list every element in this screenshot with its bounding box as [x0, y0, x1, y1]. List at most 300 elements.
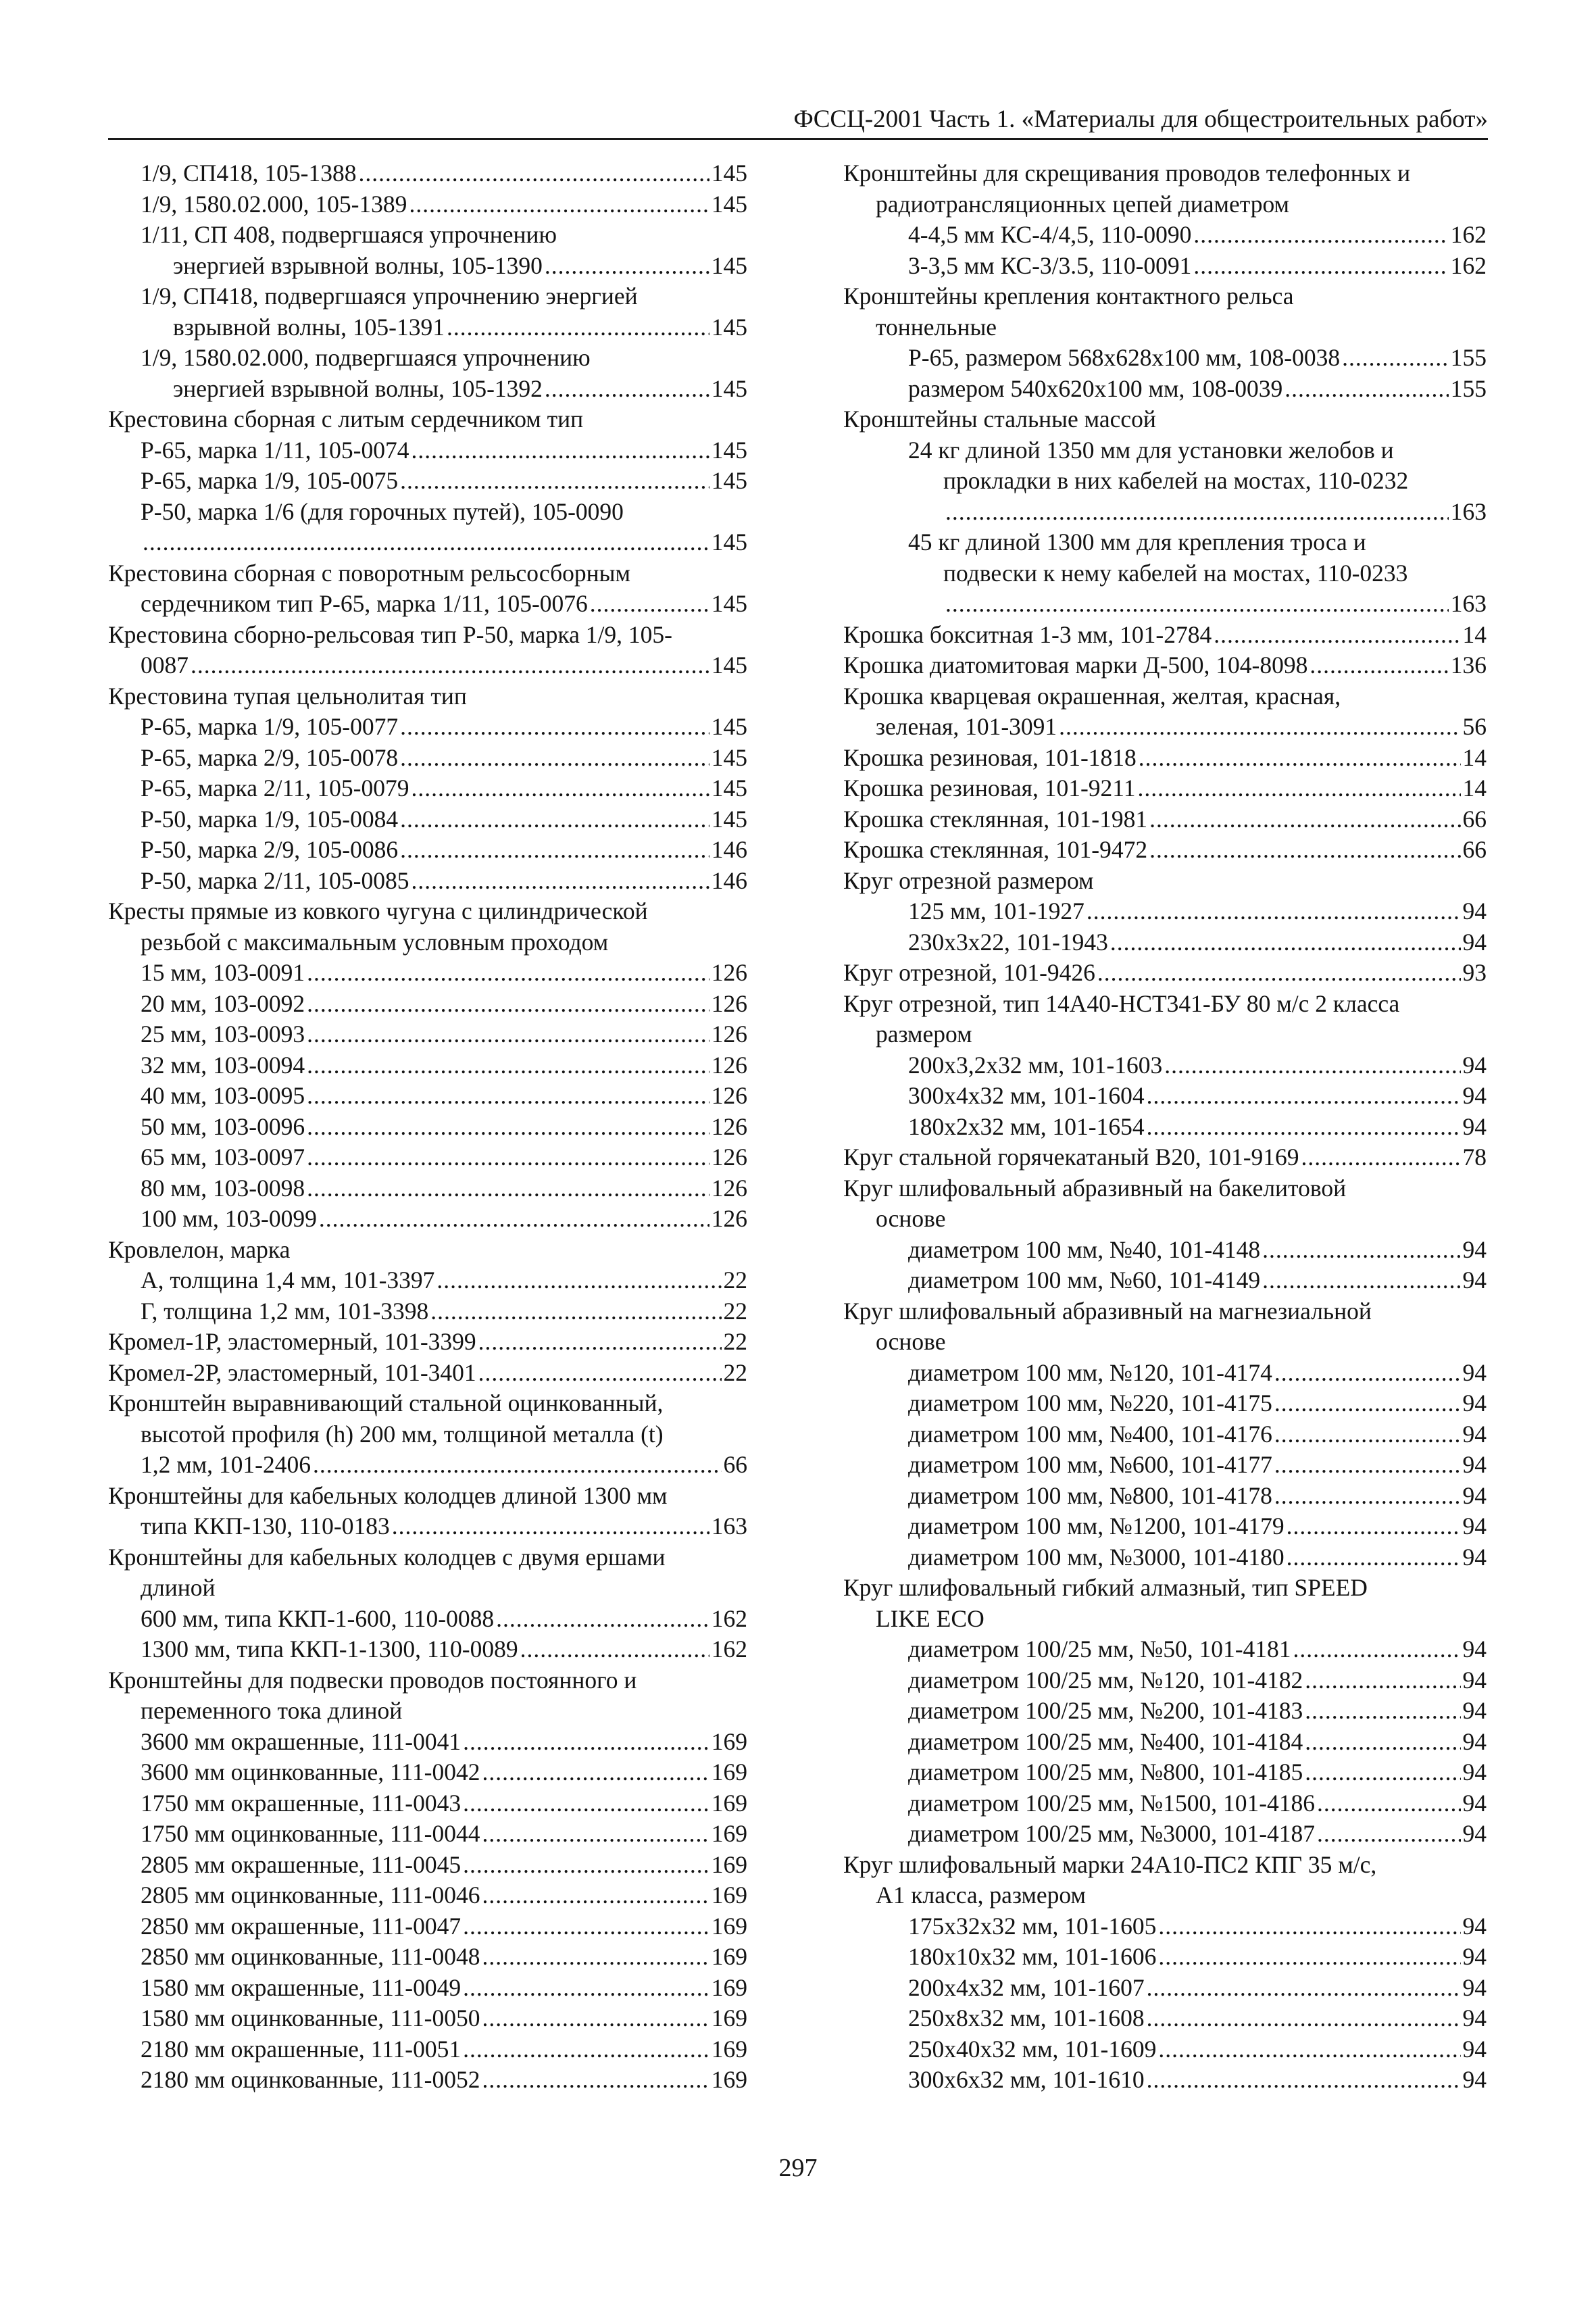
index-entry-line	[108, 1942, 747, 1973]
index-entry-line	[108, 1973, 747, 2004]
dot-leader	[463, 1973, 709, 2004]
index-entry-line	[108, 558, 747, 589]
entry-text: 200х3,2х32 мм, 101-1603	[908, 1051, 1163, 1079]
dot-leader	[400, 743, 709, 774]
dot-leader	[1262, 1265, 1460, 1296]
entry-page-number: 94	[1462, 2004, 1487, 2032]
entry-page-number: 94	[1462, 1543, 1487, 1571]
index-entry-line	[843, 2003, 1487, 2034]
entry-text: Круг шлифовальный абразивный на магнезиальной	[843, 1297, 1372, 1325]
dot-leader	[1274, 1450, 1461, 1481]
index-column-right	[843, 158, 1487, 2096]
dot-leader	[430, 1296, 721, 1327]
entry-text: 600 мм, типа ККП-1-600, 110-0088	[141, 1604, 495, 1632]
entry-text: Круг шлифовальный гибкий алмазный, тип SPEED	[843, 1574, 1368, 1601]
dot-leader	[1149, 804, 1460, 835]
entry-page-number: 145	[711, 190, 747, 218]
index-entry-line	[843, 1081, 1487, 1112]
index-entry-line	[108, 712, 747, 743]
index-entry-line	[843, 1327, 1487, 1358]
entry-text: Кронштейны для кабельных колодцев длиной 1300 мм	[108, 1481, 668, 1509]
entry-text: Круг шлифовальный абразивный на бакелитовой	[843, 1174, 1347, 1202]
dot-leader	[463, 2034, 709, 2065]
index-entry-line	[843, 1204, 1487, 1235]
index-entry-line	[843, 1173, 1487, 1204]
index-entry-line	[108, 1019, 747, 1050]
dot-leader	[1149, 835, 1460, 866]
dot-leader	[143, 527, 709, 558]
dot-leader	[482, 1880, 709, 1911]
index-entry-line	[843, 1604, 1487, 1635]
entry-text: 40 мм, 103-0095	[141, 1082, 305, 1109]
entry-page-number: 94	[1462, 1758, 1487, 1786]
entry-text: 1,2 мм, 101-2406	[141, 1451, 311, 1478]
index-entry-line	[108, 1327, 747, 1358]
index-entry-line	[843, 220, 1487, 251]
entry-page-number: 169	[711, 1727, 747, 1755]
entry-page-number: 66	[723, 1451, 747, 1478]
entry-page-number: 136	[1450, 651, 1487, 679]
entry-page-number: 94	[1462, 1420, 1487, 1448]
entry-page-number: 145	[711, 743, 747, 771]
index-entry-line	[108, 1358, 747, 1389]
index-entry-line	[843, 527, 1487, 558]
dot-leader	[463, 1850, 709, 1881]
entry-text: 250х8х32 мм, 101-1608	[908, 2004, 1145, 2032]
index-entry-line	[843, 251, 1487, 282]
entry-text: 2180 мм окрашенные, 111-0051	[141, 2035, 462, 2063]
entry-text: резьбой с максимальным условным проходом	[141, 928, 609, 956]
entry-text: Р-50, марка 1/6 (для горочных путей), 105-0090	[141, 497, 624, 525]
index-entry-line	[108, 404, 747, 435]
entry-text: Кронштейны для скрещивания проводов телефонных и	[843, 159, 1411, 187]
entry-text: основе	[876, 1328, 946, 1355]
index-entry-line	[108, 835, 747, 866]
index-entry-line	[108, 1204, 747, 1235]
dot-leader	[1274, 1358, 1461, 1389]
index-entry-line	[843, 374, 1487, 405]
entry-page-number: 94	[1462, 1943, 1487, 1970]
dot-leader	[392, 1511, 709, 1542]
index-entry-line	[843, 681, 1487, 712]
dot-leader	[478, 1327, 722, 1358]
index-entry-line	[843, 1142, 1487, 1173]
entry-text: Р-65, марка 1/9, 105-0077	[141, 713, 399, 740]
dot-leader	[437, 1265, 721, 1296]
entry-text: 1580 мм окрашенные, 111-0049	[141, 1973, 462, 2001]
index-entry-line	[108, 435, 747, 466]
index-entry-line	[843, 2034, 1487, 2065]
entry-page-number: 126	[711, 1143, 747, 1171]
entry-page-number: 145	[711, 467, 747, 494]
entry-text: Крошка резиновая, 101-1818	[843, 743, 1137, 771]
dot-leader	[400, 804, 709, 835]
entry-text: основе	[876, 1205, 946, 1232]
index-entry-line	[108, 1911, 747, 1942]
entry-page-number: 22	[723, 1328, 747, 1355]
index-entry-line	[843, 1911, 1487, 1942]
entry-page-number: 145	[711, 805, 747, 833]
entry-text: Р-50, марка 1/9, 105-0084	[141, 805, 399, 833]
index-entry-line	[108, 650, 747, 681]
dot-leader	[1193, 251, 1448, 282]
entry-text: диаметром 100 мм, №800, 101-4178	[908, 1481, 1272, 1509]
entry-text: 200х4х32 мм, 101-1607	[908, 1973, 1145, 2001]
index-entry-line	[843, 1573, 1487, 1604]
entry-text: Р-65, марка 1/9, 105-0075	[141, 467, 399, 494]
index-entry-line	[843, 558, 1487, 589]
entry-text: А, толщина 1,4 мм, 101-3397	[141, 1266, 435, 1294]
entry-text: Крошка стеклянная, 101-9472	[843, 836, 1148, 863]
index-entry-line	[108, 2065, 747, 2096]
entry-text: Крестовина сборно-рельсовая тип Р-50, марка 1/9, 105-	[108, 620, 672, 648]
index-entry-line	[843, 866, 1487, 897]
entry-text: Г, толщина 1,2 мм, 101-3398	[141, 1297, 429, 1325]
index-entry-line	[108, 1819, 747, 1850]
entry-page-number: 169	[711, 1943, 747, 1970]
dot-leader	[1110, 927, 1461, 958]
dot-leader	[1285, 374, 1448, 405]
entry-page-number: 94	[1462, 1051, 1487, 1079]
dot-leader	[1305, 1665, 1460, 1696]
index-entry-line	[843, 1481, 1487, 1512]
dot-leader	[1147, 1112, 1461, 1143]
entry-page-number: 14	[1462, 774, 1487, 802]
index-entry-line	[843, 835, 1487, 866]
entry-page-number: 169	[711, 1850, 747, 1878]
index-entry-line	[108, 374, 747, 405]
dot-leader	[1274, 1481, 1461, 1512]
dot-leader	[1274, 1388, 1461, 1419]
index-entry-line	[108, 589, 747, 620]
index-entry-line	[108, 466, 747, 497]
index-entry-line	[843, 1634, 1487, 1665]
entry-text: диаметром 100 мм, №60, 101-4149	[908, 1266, 1261, 1294]
index-entry-line	[843, 497, 1487, 528]
entry-text: прокладки в них кабелей на мостах, 110-0232	[943, 467, 1409, 494]
entry-page-number: 94	[1462, 1912, 1487, 1940]
entry-text: сердечником тип Р-65, марка 1/11, 105-0076	[141, 590, 588, 617]
dot-leader	[478, 1358, 722, 1389]
index-entry-line	[108, 773, 747, 804]
index-entry-line	[843, 1419, 1487, 1450]
index-entry-line	[108, 1450, 747, 1481]
entry-text: Р-65, марка 1/11, 105-0074	[141, 436, 409, 464]
dot-leader	[412, 435, 709, 466]
entry-text: 24 кг длиной 1350 мм для установки желобов и	[908, 436, 1394, 464]
entry-page-number: 162	[1450, 221, 1487, 248]
index-entry-line	[108, 1511, 747, 1542]
entry-page-number: 66	[1462, 836, 1487, 863]
entry-text: 1/9, СП418, подвергшаяся упрочнению энергией	[141, 282, 638, 310]
dot-leader	[307, 1081, 709, 1112]
dot-leader	[496, 1604, 709, 1635]
dot-leader	[1214, 620, 1460, 651]
entry-page-number: 126	[711, 959, 747, 986]
entry-page-number: 126	[711, 1082, 747, 1109]
entry-page-number: 14	[1462, 620, 1487, 648]
index-entry-line	[108, 281, 747, 312]
index-entry-line	[843, 312, 1487, 343]
entry-page-number: 22	[723, 1297, 747, 1325]
entry-page-number: 94	[1462, 1789, 1487, 1817]
entry-text: Кресты прямые из ковкого чугуна с цилиндрической	[108, 897, 648, 925]
entry-page-number: 94	[1462, 1451, 1487, 1478]
dot-leader	[307, 1112, 709, 1143]
entry-page-number: 145	[711, 159, 747, 187]
dot-leader	[1139, 743, 1461, 774]
index-entry-line	[843, 1665, 1487, 1696]
entry-text: 50 мм, 103-0096	[141, 1112, 305, 1140]
entry-page-number: 94	[1462, 1697, 1487, 1724]
entry-text: Крестовина сборная с поворотным рельсосборным	[108, 559, 630, 587]
index-entry-line	[108, 1757, 747, 1788]
index-entry-line	[108, 1727, 747, 1758]
dot-leader	[447, 312, 709, 343]
entry-page-number: 78	[1462, 1143, 1487, 1171]
entry-text: диаметром 100 мм, №3000, 101-4180	[908, 1543, 1285, 1571]
index-entry-line	[108, 1050, 747, 1081]
entry-text: диаметром 100/25 мм, №800, 101-4185	[908, 1758, 1303, 1786]
entry-text: 1750 мм оцинкованные, 111-0044	[141, 1820, 480, 1847]
entry-page-number: 162	[1450, 251, 1487, 279]
index-entry-line	[843, 927, 1487, 958]
entry-text: 4-4,5 мм КС-4/4,5, 110-0090	[908, 221, 1192, 248]
entry-text: 2805 мм окрашенные, 111-0045	[141, 1850, 462, 1878]
entry-text: 1580 мм оцинкованные, 111-0050	[141, 2004, 480, 2032]
index-entry-line	[108, 1296, 747, 1327]
entry-page-number: 163	[1450, 497, 1487, 525]
index-entry-line	[108, 189, 747, 220]
entry-text: 1/11, СП 408, подвергшаяся упрочнению	[141, 221, 557, 248]
entry-text: размером 540х620х100 мм, 108-0039	[908, 374, 1283, 402]
entry-page-number: 145	[711, 436, 747, 464]
index-entry-line	[108, 1880, 747, 1911]
entry-page-number: 169	[711, 1881, 747, 1909]
index-entry-line	[108, 620, 747, 651]
entry-text: Р-65, марка 2/11, 105-0079	[141, 774, 409, 802]
entry-text: Круг отрезной, 101-9426	[843, 959, 1095, 986]
index-entry-line	[843, 189, 1487, 220]
index-entry-line	[843, 1727, 1487, 1758]
entry-page-number: 155	[1450, 374, 1487, 402]
index-entry-line	[843, 1973, 1487, 2004]
dot-leader	[1274, 1419, 1461, 1450]
entry-page-number: 126	[711, 1020, 747, 1048]
entry-page-number: 145	[711, 528, 747, 556]
dot-leader	[520, 1634, 709, 1665]
entry-text: диаметром 100/25 мм, №400, 101-4184	[908, 1727, 1303, 1755]
entry-page-number: 94	[1462, 928, 1487, 956]
entry-text: Крошка кварцевая окрашенная, желтая, красная,	[843, 682, 1341, 710]
entry-text: 250х40х32 мм, 101-1609	[908, 2035, 1157, 2063]
dot-leader	[307, 1142, 709, 1173]
entry-text: диаметром 100/25 мм, №1500, 101-4186	[908, 1789, 1316, 1817]
entry-text: взрывной волны, 105-1391	[173, 313, 445, 341]
index-entry-line	[843, 804, 1487, 835]
dot-leader	[1305, 1696, 1460, 1727]
index-entry-line	[843, 1112, 1487, 1143]
index-entry-line	[843, 650, 1487, 681]
entry-text: 3600 мм окрашенные, 111-0041	[141, 1727, 462, 1755]
entry-text: энергией взрывной волны, 105-1390	[173, 251, 543, 279]
entry-page-number: 169	[711, 1789, 747, 1817]
entry-page-number: 169	[711, 1758, 747, 1786]
entry-text: 125 мм, 101-1927	[908, 897, 1084, 925]
dot-leader	[412, 773, 709, 804]
dot-leader	[1147, 1081, 1461, 1112]
dot-leader	[1147, 2003, 1461, 2034]
dot-leader	[307, 989, 709, 1020]
entry-text: диаметром 100 мм, №600, 101-4177	[908, 1451, 1272, 1478]
dot-leader	[1137, 773, 1460, 804]
entry-text: высотой профиля (h) 200 мм, толщиной металла (t)	[141, 1420, 664, 1448]
entry-page-number: 162	[711, 1635, 747, 1663]
dot-leader	[307, 1173, 709, 1204]
entry-page-number: 169	[711, 1820, 747, 1847]
entry-text: 20 мм, 103-0092	[141, 989, 305, 1017]
index-entry-line	[108, 1542, 747, 1573]
dot-leader	[945, 589, 1449, 620]
entry-text: диаметром 100/25 мм, №50, 101-4181	[908, 1635, 1291, 1663]
entry-text: диаметром 100 мм, №400, 101-4176	[908, 1420, 1272, 1448]
entry-text: 300х6х32 мм, 101-1610	[908, 2066, 1145, 2093]
index-entry-line	[843, 281, 1487, 312]
entry-page-number: 145	[711, 374, 747, 402]
entry-page-number: 56	[1462, 713, 1487, 740]
entry-page-number: 94	[1462, 1512, 1487, 1540]
dot-leader	[359, 158, 709, 189]
entry-page-number: 126	[711, 1174, 747, 1202]
index-entry-line	[108, 1388, 747, 1419]
entry-text: диаметром 100 мм, №220, 101-4175	[908, 1389, 1272, 1417]
dot-leader	[307, 1019, 709, 1050]
entry-text: Крошка диатомитовая марки Д-500, 104-8098	[843, 651, 1308, 679]
index-entry-line	[843, 2065, 1487, 2096]
entry-page-number: 169	[711, 1973, 747, 2001]
dot-leader	[1301, 1142, 1461, 1173]
index-entry-line	[843, 343, 1487, 374]
entry-page-number: 163	[1450, 590, 1487, 617]
entry-text: 230х3х22, 101-1943	[908, 928, 1108, 956]
index-entry-line	[108, 343, 747, 374]
entry-page-number: 94	[1462, 1235, 1487, 1263]
dot-leader	[1305, 1727, 1460, 1758]
entry-text: 80 мм, 103-0098	[141, 1174, 305, 1202]
entry-page-number: 126	[711, 1051, 747, 1079]
entry-page-number: 163	[711, 1512, 747, 1540]
entry-text: переменного тока длиной	[141, 1697, 403, 1724]
entry-text: 300х4х32 мм, 101-1604	[908, 1082, 1145, 1109]
entry-page-number: 94	[1462, 2066, 1487, 2093]
entry-text: Крошка резиновая, 101-9211	[843, 774, 1136, 802]
index-entry-line	[108, 527, 747, 558]
entry-page-number: 94	[1462, 1635, 1487, 1663]
dot-leader	[1287, 1542, 1461, 1573]
index-entry-line	[108, 1265, 747, 1296]
dot-leader	[482, 2003, 709, 2034]
entry-page-number: 14	[1462, 743, 1487, 771]
entry-page-number: 155	[1450, 344, 1487, 371]
entry-text: LIKE ECO	[876, 1604, 984, 1632]
index-entry-line	[843, 1850, 1487, 1881]
dot-leader	[400, 466, 709, 497]
entry-text: 3600 мм оцинкованные, 111-0042	[141, 1758, 480, 1786]
dot-leader	[1147, 2065, 1461, 2096]
entry-page-number: 162	[711, 1604, 747, 1632]
entry-text: А1 класса, размером	[876, 1881, 1086, 1909]
entry-text: 1300 мм, типа ККП-1-1300, 110-0089	[141, 1635, 518, 1663]
entry-text: диаметром 100/25 мм, №120, 101-4182	[908, 1666, 1303, 1694]
entry-text: 25 мм, 103-0093	[141, 1020, 305, 1048]
index-entry-line	[108, 220, 747, 251]
dot-leader	[1293, 1634, 1461, 1665]
dot-leader	[1158, 2034, 1460, 2065]
index-entry-line	[108, 1634, 747, 1665]
entry-text: 0087	[141, 651, 189, 679]
entry-text: Крошка бокситная 1-3 мм, 101-2784	[843, 620, 1212, 648]
dot-leader	[400, 712, 709, 743]
index-entry-line	[108, 1481, 747, 1512]
index-entry-line	[108, 1142, 747, 1173]
dot-leader	[482, 1757, 709, 1788]
entry-text: 65 мм, 103-0097	[141, 1143, 305, 1171]
dot-leader	[319, 1204, 709, 1235]
entry-text: Р-65, марка 2/9, 105-0078	[141, 743, 399, 771]
entry-text: Кромел-1Р, эластомерный, 101-3399	[108, 1328, 476, 1355]
entry-text: Круг отрезной, тип 14А40-НСТ341-БУ 80 м/с 2 класса	[843, 989, 1400, 1017]
entry-text: Кронштейны для подвески проводов постоянного и	[108, 1666, 637, 1694]
entry-page-number: 94	[1462, 1358, 1487, 1386]
entry-page-number: 66	[1462, 805, 1487, 833]
entry-text: Р-50, марка 2/11, 105-0085	[141, 866, 409, 894]
index-entry-line	[843, 896, 1487, 927]
dot-leader	[1158, 1911, 1460, 1942]
entry-text: 2850 мм окрашенные, 111-0047	[141, 1912, 462, 1940]
entry-text: 1750 мм окрашенные, 111-0043	[141, 1789, 462, 1817]
dot-leader	[191, 650, 709, 681]
entry-page-number: 126	[711, 1112, 747, 1140]
index-entry-line	[843, 1788, 1487, 1819]
dot-leader	[1164, 1050, 1460, 1081]
index-entry-line	[108, 2034, 747, 2065]
index-entry-line	[843, 1388, 1487, 1419]
entry-page-number: 145	[711, 313, 747, 341]
entry-page-number: 94	[1462, 1727, 1487, 1755]
entry-page-number: 145	[711, 713, 747, 740]
index-entry-line	[843, 1511, 1487, 1542]
dot-leader	[307, 958, 709, 989]
index-entry-line	[843, 404, 1487, 435]
index-entry-line	[108, 927, 747, 958]
entry-page-number: 94	[1462, 1389, 1487, 1417]
index-entry-line	[843, 466, 1487, 497]
entry-text: 32 мм, 103-0094	[141, 1051, 305, 1079]
dot-leader	[1342, 343, 1449, 374]
index-entry-line	[843, 1819, 1487, 1850]
entry-text: типа ККП-130, 110-0183	[141, 1512, 390, 1540]
index-entry-line	[108, 1173, 747, 1204]
dot-leader	[945, 497, 1449, 528]
entry-text: Крошка стеклянная, 101-1981	[843, 805, 1148, 833]
entry-text: 1/9, СП418, 105-1388	[141, 159, 357, 187]
entry-text: Р-50, марка 2/9, 105-0086	[141, 836, 399, 863]
entry-text: Кронштейны стальные массой	[843, 405, 1156, 433]
index-entry-line	[843, 989, 1487, 1020]
index-entry-line	[108, 1696, 747, 1727]
entry-page-number: 94	[1462, 1481, 1487, 1509]
entry-text: размером	[876, 1020, 972, 1048]
